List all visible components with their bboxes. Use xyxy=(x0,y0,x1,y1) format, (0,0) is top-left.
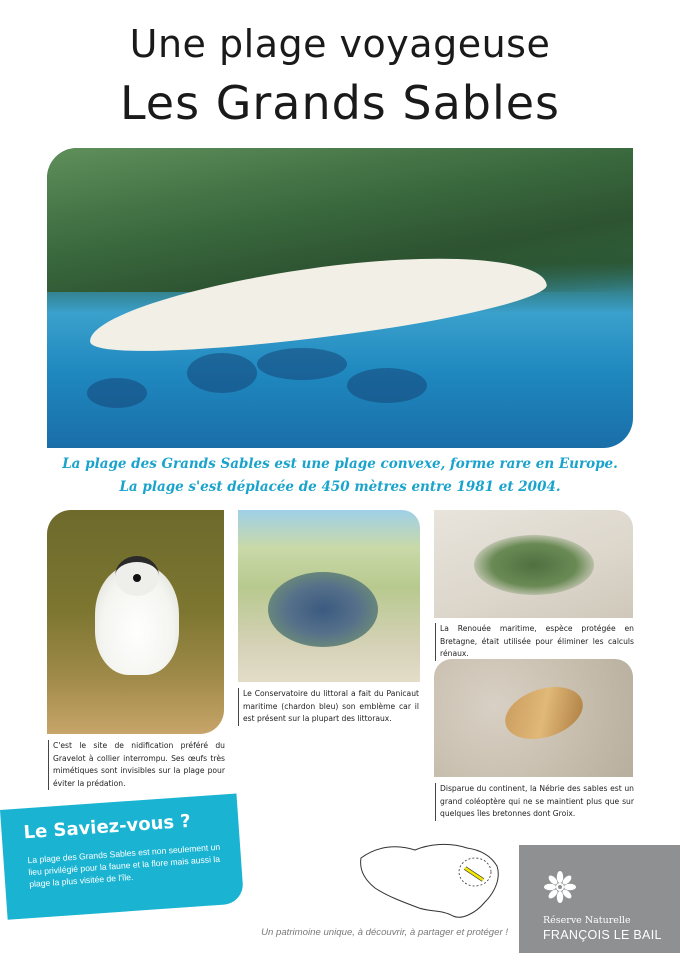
reserve-name: FRANÇOIS LE BAIL xyxy=(543,928,662,942)
renouee-plant xyxy=(474,535,594,595)
panicaut-photo xyxy=(238,510,420,682)
tagline: Un patrimoine unique, à découvrir, à partager et protéger ! xyxy=(261,927,508,938)
nebrie-photo xyxy=(434,659,633,777)
saviez-vous-body: La plage des Grands Sables est non seulement un lieu privilégié pour la faune et la flore mais aussi la plage la plus visitée de l'île. xyxy=(27,841,221,890)
caption-line-2: La plage s'est déplacée de 450 mètres entre 1981 et 2004. xyxy=(119,479,561,495)
hero-aerial-photo xyxy=(47,148,633,448)
island-outline xyxy=(361,844,499,917)
hero-rock-shadow xyxy=(187,353,257,393)
title-line-1: Une plage voyageuse xyxy=(129,22,551,66)
gravelot-caption: C'est le site de nidification préféré du Gravelot à collier interrompu. Ses œufs très mimétiques sont invisibles sur la plage pour éviter la prédation. xyxy=(48,740,225,790)
bird-eye xyxy=(133,574,141,582)
panicaut-plant xyxy=(268,572,378,647)
saviez-vous-box xyxy=(0,793,244,919)
island-map xyxy=(357,838,507,924)
beach-marker xyxy=(465,868,483,880)
beach-highlight-circle xyxy=(459,858,491,886)
panicaut-caption: Le Conservatoire du littoral a fait du Panicaut maritime (chardon bleu) son emblème car il est présent sur la plupart des littoraux. xyxy=(238,688,419,726)
caption-line-1: La plage des Grands Sables est une plage convexe, forme rare en Europe. xyxy=(62,456,618,472)
title-line-2: Les Grands Sables xyxy=(119,76,561,130)
saviez-vous-title: Le Saviez-vous ? xyxy=(22,810,192,844)
renouee-caption: La Renouée maritime, espèce protégée en Bretagne, était utilisée pour éliminer les calculs rénaux. xyxy=(435,623,634,661)
nebrie-beetle xyxy=(499,678,590,748)
hero-rock-shadow xyxy=(257,348,347,380)
reserve-label: Réserve Naturelle xyxy=(543,915,631,926)
star-flower-icon xyxy=(543,870,577,904)
renouee-photo xyxy=(434,510,633,618)
nebrie-caption: Disparue du continent, la Nébrie des sables est un grand coléoptère qui ne se maintient plus que sur quelques îles bretonnes dont Groix. xyxy=(435,783,634,821)
hero-rock-shadow xyxy=(347,368,427,403)
gravelot-photo xyxy=(47,510,224,734)
hero-rock-shadow xyxy=(87,378,147,408)
reserve-naturelle-block xyxy=(519,845,680,953)
